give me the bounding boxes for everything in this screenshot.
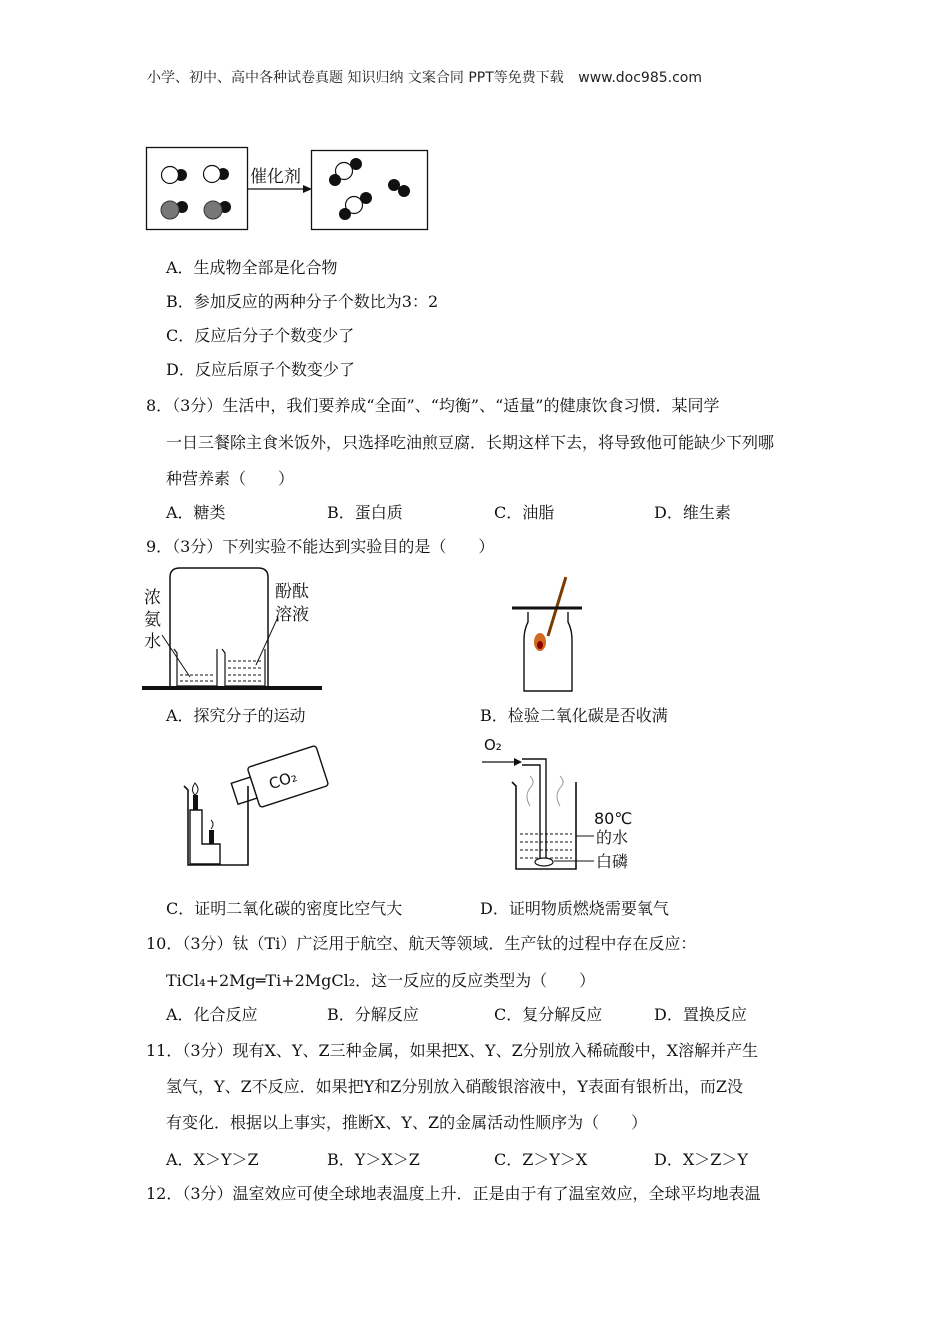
- q11-option-a: A．X＞Y＞Z: [166, 1150, 259, 1169]
- q8-option-c: C．油脂: [494, 503, 555, 522]
- header-text: 小学、初中、高中各种试卷真题 知识归纳 文案合同 PPT等免费下载: [147, 70, 564, 86]
- header-url[interactable]: www.doc985.com: [578, 70, 702, 86]
- figd-label-3: 白磷: [596, 852, 629, 871]
- q10-option-c: C．复分解反应: [494, 1005, 603, 1024]
- q9-option-a: A．探究分子的运动: [166, 706, 306, 725]
- q11-option-c: C．Z＞Y＞X: [494, 1150, 588, 1169]
- figa-label-4: 酚酞: [275, 582, 309, 602]
- q9-option-c: C．证明二氧化碳的密度比空气大: [166, 899, 403, 918]
- q8-stem-line-3: 种营养素（ ）: [166, 469, 295, 488]
- q9-figure-a: [140, 565, 330, 695]
- q11-option-b: B．Y＞X＞Z: [327, 1150, 420, 1169]
- q8-stem-line-1: 8．（3分）生活中，我们要养成“全面”、“均衡”、“适量”的健康饮食习惯．某同学: [146, 396, 720, 415]
- q10-stem-line-1: 10．（3分）钛（Ti）广泛用于航空、航天等领域．生产钛的过程中存在反应：: [146, 934, 697, 953]
- candle-icon-2: [209, 830, 214, 844]
- q11-stem-line-1: 11．（3分）现有X、Y、Z三种金属，如果把X、Y、Z分别放入稀硫酸中，X溶解并产生: [146, 1041, 759, 1060]
- q7-option-b: B．参加反应的两种分子个数比为3：2: [166, 292, 439, 311]
- arrow-right-icon: [514, 758, 522, 766]
- figa-label-5: 溶液: [275, 605, 309, 625]
- arrow-icon: [303, 185, 312, 193]
- q12-stem-line-1: 12．（3分）温室效应可使全球地表温度上升．正是由于有了温室效应，全球平均地表温: [146, 1184, 761, 1203]
- figa-label-2: 氨: [144, 610, 161, 630]
- q8-option-b: B．蛋白质: [327, 503, 403, 522]
- q7-option-a: A．生成物全部是化合物: [166, 258, 338, 277]
- q11-stem-line-3: 有变化．根据以上事实，推断X、Y、Z的金属活动性顺序为（ ）: [166, 1113, 648, 1132]
- page-header: [147, 67, 702, 87]
- phosphorus-icon: [535, 858, 553, 866]
- q8-stem-line-2: 一日三餐除主食米饭外，只选择吃油煎豆腐．长期这样下去，将导致他可能缺少下列哪: [166, 433, 775, 452]
- reaction-diagram: [146, 147, 431, 232]
- o2-label: O₂: [484, 736, 502, 754]
- q10-stem-line-2: TiCl₄+2Mg═Ti+2MgCl₂．这一反应的反应类型为（ ）: [166, 971, 596, 990]
- figd-label-1: 80℃: [594, 809, 633, 828]
- q10-option-a: A．化合反应: [166, 1005, 258, 1024]
- q11-option-d: D．X＞Z＞Y: [654, 1150, 748, 1169]
- q10-option-d: D．置换反应: [654, 1005, 747, 1024]
- catalyst-label: 催化剂: [250, 167, 301, 187]
- q10-option-b: B．分解反应: [327, 1005, 419, 1024]
- figa-label-3: 水: [144, 632, 161, 652]
- candle-icon: [193, 795, 198, 810]
- figd-label-2: 的水: [596, 828, 629, 847]
- figa-label-1: 浓: [144, 588, 161, 608]
- q8-option-d: D．维生素: [654, 503, 731, 522]
- q8-option-a: A．糖类: [166, 503, 226, 522]
- q9-option-d: D．证明物质燃烧需要氧气: [480, 899, 669, 918]
- q9-figure-b: [510, 574, 590, 696]
- q9-stem: 9．（3分）下列实验不能达到实验目的是（ ）: [146, 537, 495, 556]
- q7-option-c: C．反应后分子个数变少了: [166, 326, 355, 345]
- q9-figure-d: [478, 736, 658, 876]
- reactant-molecules: [161, 166, 231, 220]
- product-molecules: [329, 158, 410, 220]
- q9-option-b: B．检验二氧化碳是否收满: [480, 706, 668, 725]
- q11-stem-line-2: 氢气，Y、Z不反应．如果把Y和Z分别放入硝酸银溶液中，Y表面有银析出，而Z没: [166, 1077, 744, 1096]
- co2-label: CO₂: [266, 767, 300, 794]
- q9-figure-c: [180, 740, 330, 870]
- q7-option-d: D．反应后原子个数变少了: [166, 360, 355, 379]
